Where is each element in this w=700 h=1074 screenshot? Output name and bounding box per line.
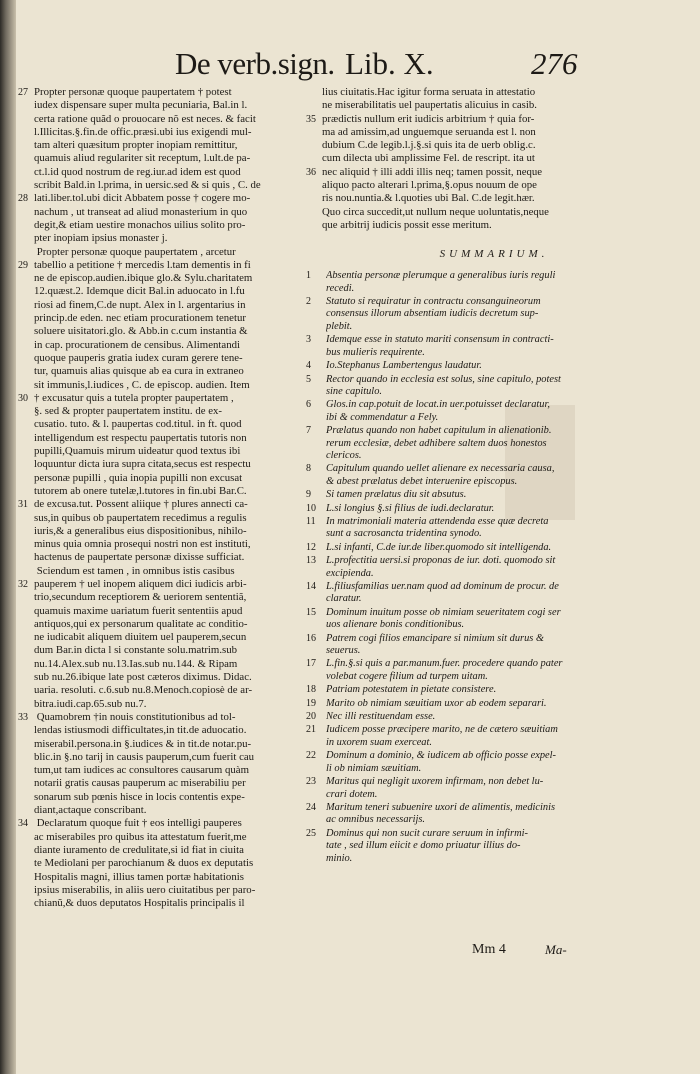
summary-item-line: consensus illorum absentiam iudicis decretum sup- (326, 308, 539, 320)
line-text: uaria. resoluti. c.6.sub nu.8.Menoch.copiosè de ar- (34, 684, 253, 697)
text-line (302, 99, 686, 112)
text-line (14, 485, 294, 498)
summary-item-number: 6 (306, 399, 311, 411)
line-text: notarii gratis causas pauperum ac miserabiliu per (34, 777, 246, 790)
summary-item-line: Si tamen prælatus diu sit absutus. (326, 489, 467, 501)
text-line (14, 764, 294, 777)
marginal-note-number: 27 (18, 87, 28, 98)
line-text: hactenus de paupertate personæ dixisse sufficiat. (34, 551, 245, 564)
line-text: quoque pauperis gratia iudex curam gerere tene- (34, 351, 243, 364)
book-number: Lib. X. (345, 46, 434, 81)
summary-item-line: rerum ecclesiæ, debet adhibere saltem duos honestos (326, 437, 547, 449)
text-line (14, 99, 294, 112)
marginal-note-number: 32 (18, 578, 28, 590)
line-text: sub nu.26.ibique late post cæteros diximus. Didac. (34, 671, 252, 684)
line-text: trio,secundum receptiorem & ueriorem sententiã, (34, 591, 247, 604)
text-line (14, 671, 294, 684)
line-text: loquuntur dicta iura supra citata,secus est respectu (34, 458, 251, 471)
text-line (14, 738, 294, 751)
text-line (14, 113, 294, 126)
running-title: De verb.sign. (175, 46, 335, 81)
summary-item-number: 16 (306, 632, 316, 644)
summary-item-number: 2 (306, 296, 311, 308)
line-text: † excusatur quis a tutela propter paupertatem , (34, 391, 234, 404)
summary-item-line: In matrimoniali materia attendenda esse quæ decreta (326, 515, 549, 527)
summary-item-line: ac omnibus necessarijs. (326, 814, 425, 826)
text-line (14, 631, 294, 644)
summary-item-line: minio. (326, 852, 353, 864)
line-text: pupilli,Quamuis mirum uideatur quod textus ibi (34, 445, 241, 458)
summary-item-number: 4 (306, 360, 311, 372)
line-text: Quo circa succedit,ut nullum neque uoluntatis,neque (322, 205, 549, 218)
summary-item-line: Statuto si requiratur in contractu consanguineorum (326, 296, 541, 308)
summary-item-line: Marito ob nimiam sæuitiam uxor ab eodem separari. (326, 697, 547, 709)
line-text: lati.liber.tol.ubi dicit Abbatem posse † cogere mo- (34, 192, 251, 205)
summary-item-line: Io.Stephanus Lambertengus laudatur. (326, 360, 482, 372)
text-line (14, 578, 294, 591)
text-line (14, 126, 294, 139)
right-column-body-text (302, 86, 686, 232)
line-text: pter inopiam ipsius monaster j. (34, 232, 168, 245)
text-line (14, 817, 294, 830)
summary-item-number: 14 (306, 581, 316, 593)
line-text: nec aliquid † illi addi illis neq; tamen possit, neque (322, 165, 543, 178)
line-text: diante iuramento de credulitate,si id fiat in ciuita (34, 843, 244, 856)
text-line (14, 365, 294, 378)
line-text: ipsius miserabilis, in aliis uero ciuitatibus per paro- (34, 883, 256, 896)
summary-item-line: tate , sed illum eiicit e domo priuatur illius do- (326, 840, 521, 852)
text-line (14, 325, 294, 338)
line-text: antiquos,qui ex personarum qualitate ac conditio- (34, 617, 248, 630)
text-line (14, 711, 294, 724)
summary-item-line: seuerus. (326, 645, 361, 657)
summary-item-number: 25 (306, 827, 316, 839)
text-line (14, 871, 294, 884)
summary-item (302, 503, 686, 515)
marginal-note-number: 36 (306, 166, 316, 178)
summary-item-number: 3 (306, 334, 311, 346)
line-text: l.Illicitas.§.fin.de offic.præsi.ubi ius exigendi mul- (34, 125, 252, 138)
summary-item (302, 711, 686, 723)
text-line (14, 605, 294, 618)
summary-item-number: 10 (306, 502, 316, 514)
summary-item (302, 776, 686, 801)
text-line (302, 86, 686, 99)
summary-item (302, 425, 686, 462)
line-text: 12.quæst.2. Idemque dicit Bal.in aduocato in l.fu (34, 285, 245, 298)
summary-item-line: Glos.in cap.potuit de locat.in uer.potuisset declaratur, (326, 399, 550, 411)
summary-item-number: 21 (306, 724, 316, 736)
summary-item-line: sunt a sacrosancta tridentina synodo. (326, 528, 482, 540)
text-line (14, 432, 294, 445)
summary-item (302, 607, 686, 632)
text-line (14, 392, 294, 405)
summary-item-number: 15 (306, 606, 316, 618)
summary-item (302, 698, 686, 710)
text-line (14, 299, 294, 312)
text-line (14, 166, 294, 179)
summary-item-number: 7 (306, 425, 311, 437)
line-text: sit immunis,l.iudices , C. de episcop. audien. Item (34, 378, 250, 391)
line-text: tum,ut tam iudices ac consultores causarum quàm (34, 764, 249, 777)
summary-item-line: clericos. (326, 449, 362, 461)
text-line (14, 418, 294, 431)
summary-item-line: L.filiusfamilias uer.nam quod ad dominum de procur. de (326, 581, 559, 593)
summary-item (302, 270, 686, 295)
summary-item-line: Dominus qui non sucit curare seruum in infirmi- (326, 827, 528, 839)
summary-item-line: Dominum inuitum posse ob nimiam seueritatem cogi ser (326, 606, 561, 618)
summary-item-line: sine capitulo. (326, 385, 382, 397)
line-text: personæ pupilli , quia inopia pupilli non excusat (34, 471, 243, 484)
line-text: te Mediolani per parochianum & duos ex deputatis (34, 857, 254, 870)
summary-item (302, 658, 686, 683)
text-line (14, 618, 294, 631)
text-line (14, 684, 294, 697)
line-text: in cap. procurationem de censibus. Alimentandi (34, 338, 240, 351)
page-footer (0, 942, 700, 964)
line-text: ne miserabilitatis uel paupertatis alicuius in casib. (322, 99, 537, 112)
summary-item-line: ibi & commendatur a Fely. (326, 411, 439, 423)
line-text: bitra.iudi.cap.65.sub nu.7. (34, 697, 147, 710)
summary-item (302, 360, 686, 372)
text-line (302, 152, 686, 165)
summary-item (302, 724, 686, 749)
summary-item (302, 334, 686, 359)
summary-item-line: Maritum teneri subuenire uxori de alimentis, medicinis (326, 801, 556, 813)
text-line (14, 206, 294, 219)
summary-item (302, 581, 686, 606)
line-text: degit,& etiam uestire monachos uilius solito pro- (34, 218, 246, 231)
text-line (14, 591, 294, 604)
line-text: quamuis maxime uariatum fuerit sententiis apud (34, 604, 243, 617)
line-text: dum Bar.in dicta l si constante solu.matrim.sub (34, 644, 238, 657)
text-line (302, 166, 686, 179)
text-line (14, 339, 294, 352)
line-text: iudex dispensare super multa pecuniaria, Bal.in l. (34, 99, 248, 112)
line-text: aliquo pacto alterari l.prima,§.opus nouum de ope (322, 179, 537, 192)
signature-mark: Mm 4 (472, 942, 506, 957)
line-text: lius ciuitatis.Hac igitur forma seruata in attestatio (322, 86, 536, 98)
page-number: 276 (531, 46, 578, 81)
text-line (14, 458, 294, 471)
summary-item-line: li ob nimiam sæuitiam. (326, 762, 422, 774)
summary-item-line: Patriam potestatem in pietate consistere. (326, 684, 497, 696)
line-text: tur, quamuis alias quisque ab ea cura in extraneo (34, 365, 244, 378)
line-text: lendas istiusmodi difficultates,in tit.de aduocatio. (34, 724, 247, 737)
text-line (14, 179, 294, 192)
line-text: miserabil.persona.in §.iudices & in tit.de notar.pu- (34, 737, 252, 750)
line-text: Propter personæ quoque paupertatem † potest (34, 86, 232, 98)
summary-item-line: Dominum a dominio, & iudicem ab officio posse expel- (326, 750, 556, 762)
line-text: ct.l.id quod nostrum de reg.iur.ad idem est quod (34, 165, 241, 178)
summary-item-line: Prælatus quando non habet capitulum in alienationib. (326, 425, 552, 437)
text-line (14, 525, 294, 538)
text-line (14, 777, 294, 790)
line-text: Propter personæ quoque paupertatem , arcetur (34, 245, 236, 258)
marginal-note-number: 31 (18, 499, 28, 511)
summary-item-number: 12 (306, 541, 316, 553)
line-text: certa ratione quãd o prouocare nõ est neces. & facit (34, 112, 256, 125)
text-line (14, 644, 294, 657)
line-text: tutorem ab onere tutelæ,l.tutores in fin.ubi Bar.C. (34, 484, 247, 497)
summary-item-line: Idemque esse in statuto mariti consensum in contracti- (326, 334, 554, 346)
line-text: pauperem † uel inopem aliquem dici iudicis arbi- (34, 577, 247, 590)
text-line (14, 897, 294, 910)
line-text: blic.in §.no tarij in causis pauperum,cum fuerit cau (34, 750, 255, 763)
text-line (302, 179, 686, 192)
text-line (14, 698, 294, 711)
summary-item-number: 13 (306, 555, 316, 567)
summary-item-number: 9 (306, 489, 311, 501)
marginal-note-number: 28 (18, 193, 28, 205)
text-line (14, 844, 294, 857)
line-text: ma ad amissim,ad unguemque seruanda est l. non (322, 125, 536, 138)
summary-item (302, 750, 686, 775)
line-text: dubium C.de legib.l.j.§.si quis ita de uerb oblig.c. (322, 139, 536, 152)
line-text: chianũ,& duos deputatos Hospitalis principalis il (34, 897, 245, 910)
line-text: §. sed & propter paupertatem institu. de ex- (34, 405, 222, 418)
text-line (14, 565, 294, 578)
summary-item (302, 802, 686, 827)
marginal-note-number: 34 (18, 818, 28, 830)
line-text: nachum , ut transeat ad aliud monasterium in quo (34, 205, 248, 218)
summary-item-line: L.si infanti, C.de iur.de liber.quomodo sit intelligenda. (326, 541, 552, 553)
line-text: sonarum sub pœnis hisce in locis contentis expe- (34, 790, 245, 803)
line-text: intelligendum est respectu paupertatis tutoris non (34, 431, 247, 444)
line-text: quamuis aliud regulariter sit receptum, l.ult.de pa- (34, 152, 251, 165)
summary-item-line: L.si longius §.si filius de iudi.declaratur. (326, 502, 495, 514)
summary-item-line: volebat cogere filium ad turpem uitam. (326, 670, 488, 682)
text-line (302, 219, 686, 232)
line-text: prædictis nullum erit iudicis arbitrium † quia for- (322, 112, 535, 125)
marginal-note-number: 30 (18, 392, 28, 404)
line-text: ne de episcop.audien.ibique glo.& Sylu.charitatem (34, 272, 253, 285)
summary-item-line: excipienda. (326, 567, 374, 579)
summary-item (302, 399, 686, 424)
text-line (14, 512, 294, 525)
marginal-note-number: 29 (18, 259, 28, 271)
line-text: princip.de eden. nec etiam procurationem tenetur (34, 312, 246, 325)
text-line (14, 751, 294, 764)
summary-item-line: in uxorem suam exerceat. (326, 736, 432, 748)
text-line (14, 538, 294, 551)
summary-item-line: L.fin.§.si quis a par.manum.fuer. procedere quando pater (326, 658, 563, 670)
text-line (14, 139, 294, 152)
text-line (14, 352, 294, 365)
line-text: cusatio. tuto. & l. paupertas cod.titul. in ft. quod (34, 418, 242, 431)
line-text: Sciendum est tamen , in omnibus istis casibus (34, 564, 235, 577)
summary-item-line: crari dotem. (326, 788, 378, 800)
summary-item (302, 489, 686, 501)
text-line (14, 272, 294, 285)
line-text: que arbitrij iudicis possit esse meritum. (322, 218, 492, 231)
line-text: soluere uisitatori.glo. & Abb.in c.cum instantia & (34, 325, 248, 338)
summary-item-number: 5 (306, 373, 311, 385)
summary-item (302, 828, 686, 865)
summary-item-line: Maritus qui negligit uxorem infirmam, non debet lu- (326, 776, 544, 788)
summary-item-line: Capitulum quando uellet alienare ex necessaria causa, (326, 463, 555, 475)
line-text: iuris,& a generalibus eius dispositionibus, nihilo- (34, 524, 247, 537)
text-line (14, 259, 294, 272)
summary-item (302, 633, 686, 658)
text-line (302, 113, 686, 126)
summary-item-line: L.profectitia uersi.si proponas de iur. doti. quomodo sit (326, 555, 556, 567)
summary-item-number: 22 (306, 750, 316, 762)
right-text-column (302, 86, 686, 866)
summary-item (302, 684, 686, 696)
text-line (302, 192, 686, 205)
text-line (14, 551, 294, 564)
line-text: de excusa.tut. Possent aliique † plures annecti ca- (34, 498, 248, 511)
text-line (14, 884, 294, 897)
line-text: sus,in quibus ob paupertatem recedimus a regulis (34, 511, 247, 524)
summary-item-number: 1 (306, 270, 311, 282)
summary-item-line: Rector quando in ecclesia est solus, sine capitulo, potest (326, 373, 561, 385)
line-text: nu.14.Alex.sub nu.13.Ias.sub nu.144. & Ripam (34, 657, 238, 670)
text-line (14, 192, 294, 205)
text-line (14, 312, 294, 325)
line-text: ac miserabiles pro quibus ita attestatum fuerit,me (34, 830, 247, 843)
text-line (14, 831, 294, 844)
running-header (0, 44, 700, 84)
line-text: cum dilecta ubi amplissime Fel. de rescript. ita ut (322, 152, 535, 165)
text-line (14, 804, 294, 817)
line-text: Hospitalis magni, illius tamen portæ habitationis (34, 870, 244, 883)
text-line (14, 724, 294, 737)
summary-item (302, 555, 686, 580)
summary-item-number: 23 (306, 776, 316, 788)
summary-item (302, 296, 686, 333)
summary-item-line: recedi. (326, 282, 355, 294)
summary-item-line: Absentia personæ plerumque a generalibus iuris reguli (326, 270, 556, 282)
text-line (14, 445, 294, 458)
line-text: tabellio a petitione † mercedis l.tam dementis in fi (34, 258, 251, 271)
text-line (302, 139, 686, 152)
text-line (14, 791, 294, 804)
summary-item-number: 11 (306, 515, 316, 527)
summary-list (302, 270, 686, 865)
summary-item (302, 516, 686, 541)
text-line (14, 405, 294, 418)
text-line (14, 152, 294, 165)
line-text: minus quia omnia prosequi nostri non est instituti, (34, 538, 251, 551)
text-line (302, 126, 686, 139)
marginal-note-number: 35 (306, 113, 316, 125)
summary-item-number: 19 (306, 697, 316, 709)
summary-item-number: 8 (306, 463, 311, 475)
text-line (14, 246, 294, 259)
line-text: riosi ad finem,C.de nupt. Alex in l. argentarius in (34, 298, 246, 311)
summary-item-line: plebit. (326, 320, 353, 332)
summary-item-number: 17 (306, 658, 316, 670)
text-line (14, 285, 294, 298)
text-line (14, 498, 294, 511)
summary-item-number: 24 (306, 801, 316, 813)
summary-item (302, 374, 686, 399)
text-line (302, 206, 686, 219)
summary-item-line: & abest prælatus debet interuenire episcopus. (326, 475, 518, 487)
summary-item-line: Patrem cogi filios emancipare si nimium sit durus & (326, 632, 544, 644)
line-text: ne iudicabit aliquem diuitem uel pauperem,secun (34, 631, 247, 644)
text-line (14, 86, 294, 99)
summary-item-line: Nec illi restituendam esse. (326, 711, 436, 723)
text-line (14, 379, 294, 392)
summary-heading: SUMMARIUM. (439, 248, 549, 261)
summary-item-line: bus mulieris requirente. (326, 346, 425, 358)
marginal-note-number: 33 (18, 711, 28, 723)
line-text: ris nou.nuntia.& l.quoties ubi Bal. C.de legit.hær. (322, 192, 535, 205)
text-line (14, 219, 294, 232)
text-line (14, 472, 294, 485)
line-text: scribit Bald.in l.prima, in uersic.sed & si quis , C. de (34, 179, 261, 192)
text-line (14, 857, 294, 870)
line-text: diant,actaque conscribant. (34, 804, 147, 817)
summary-item (302, 463, 686, 488)
text-line (14, 658, 294, 671)
left-text-column (14, 86, 294, 910)
summary-item-line: uos alienare bonis conditionibus. (326, 619, 465, 631)
summary-item-line: claratur. (326, 593, 362, 605)
summary-item-number: 18 (306, 684, 316, 696)
line-text: Declaratum quoque fuit † eos intelligi pauperes (34, 817, 242, 830)
catchword: Ma- (545, 942, 567, 957)
line-text: Quamobrem †in nouis constitutionibus ad tol- (34, 710, 236, 723)
line-text: tam alteri quæsitum propter inopiam remittitur, (34, 139, 238, 152)
summary-item-line: Iudicem posse præcipere marito, ne de cætero sæuitiam (326, 724, 558, 736)
text-line (14, 232, 294, 245)
summary-item (302, 542, 686, 554)
summary-item-number: 20 (306, 711, 316, 723)
